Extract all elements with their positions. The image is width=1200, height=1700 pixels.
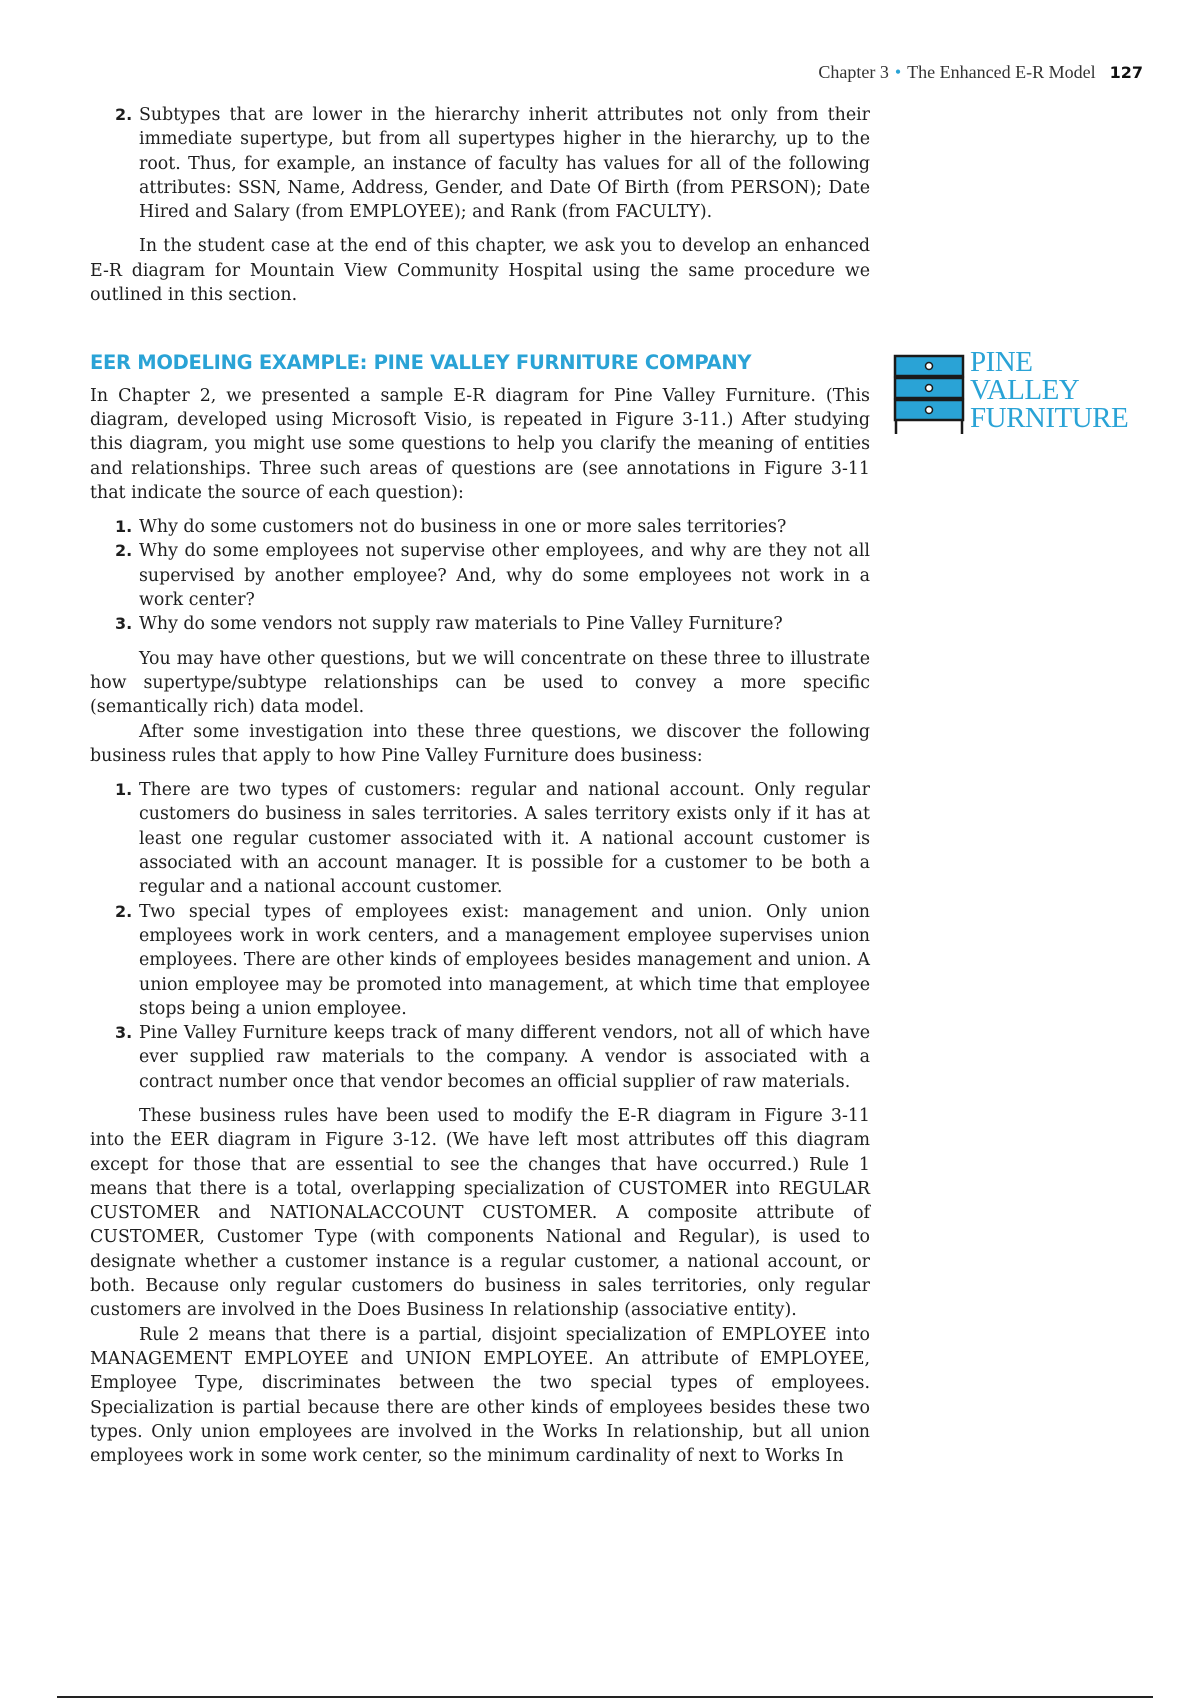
chapter-title: The Enhanced E-R Model <box>907 62 1096 82</box>
body-text <box>90 103 870 1468</box>
paragraph-rules-used: These business rules have been used to modify the E-R diagram in Figure 3-11 into the EER diagram in Figure 3-12. (We have left most attributes off this diagram except for those that are essential to see the changes that have occurred.) Rule 1 means that there is a total, overlapping specialization of CUSTOMER into REGULAR CUSTOMER and NATIONALACCOUNT CUSTOMER. A composite attribute of CUSTOMER, Customer Type (with components National and Regular), is used to designate whether a customer instance is a regular customer, a national account, or both. Because only regular customers do business in sales territories, only regular customers are involved in the Does Business In relationship (associative entity). <box>90 1105 870 1321</box>
section-heading: EER MODELING EXAMPLE: PINE VALLEY FURNITURE COMPANY <box>90 351 752 375</box>
logo-line-3: FURNITURE <box>970 402 1129 434</box>
list-item <box>90 612 870 636</box>
pine-valley-furniture-logo <box>893 346 1153 434</box>
paragraph-intro: In Chapter 2, we presented a sample E-R diagram for Pine Valley Furniture. (This diagram, developed using Microsoft Visio, is repeated in Figure 3-11.) After studying this diagram, you might use some questions to help you clarify the meaning of entities and relationships. Three such areas of questions are (see annotations in Figure 3-11 that indicate the source of each question): <box>90 385 870 503</box>
questions-list <box>90 515 870 636</box>
list-number: 2. <box>115 901 133 921</box>
list-item <box>90 778 870 899</box>
logo-wordmark <box>970 348 1128 432</box>
list-item <box>90 1021 870 1094</box>
dresser-icon <box>893 354 967 434</box>
list-item-text: There are two types of customers: regular and national account. Only regular customers do business in sales territories. A sales territory exists only if it has at least one regular customer associated with it. A national account customer is associated with an account manager. It is possible for a customer to be both a regular and a national account customer. <box>139 780 870 898</box>
list-item-text: Why do some vendors not supply raw materials to Pine Valley Furniture? <box>139 614 783 635</box>
logo-line-2: VALLEY <box>970 374 1080 406</box>
logo-line-1: PINE <box>970 346 1033 378</box>
list-number: 3. <box>115 614 133 634</box>
paragraph-student-case: In the student case at the end of this chapter, we ask you to develop an enhanced E-R diagram for Mountain View Community Hospital using the same procedure we outlined in this section. <box>90 236 870 306</box>
header-bullet: • <box>894 62 902 82</box>
chapter-label: Chapter 3 <box>818 62 889 82</box>
list-item <box>90 900 870 1021</box>
list-number: 3. <box>115 1023 133 1043</box>
paragraph-other-questions: You may have other questions, but we will concentrate on these three to illustrate how supertype/subtype relationships can be used to convey a more specific (semantically rich) data model. <box>90 648 870 718</box>
list-item-text: Pine Valley Furniture keeps track of many different vendors, not all of which have ever supplied raw materials to the company. A vendor is associated with a contract number once that vendor becomes an official supplier of raw materials. <box>139 1023 870 1092</box>
list-number: 2. <box>115 541 133 561</box>
running-header <box>818 62 1143 83</box>
footer-rule <box>57 1696 1153 1698</box>
paragraph-investigation: After some investigation into these three questions, we discover the following business rules that apply to how Pine Valley Furniture does business: <box>90 721 870 766</box>
list-item <box>90 539 870 612</box>
list-number: 1. <box>115 780 133 800</box>
list-item-text: Two special types of employees exist: management and union. Only union employees work in work centers, and a management employee supervises union employees. There are other kinds of employees besides management and union. A union employee may be promoted into management, at which time that employee stops being a union employee. <box>139 901 870 1019</box>
page-number: 127 <box>1109 63 1143 82</box>
list-number: 1. <box>115 517 133 537</box>
paragraph-rule-2: Rule 2 means that there is a partial, disjoint specialization of EMPLOYEE into MANAGEMENT EMPLOYEE and UNION EMPLOYEE. An attribute of EMPLOYEE, Employee Type, discriminates between the two special types of employees. Specialization is partial because there are other kinds of employees besides these two types. Only union employees are involved in the Works In relationship, but all union employees work in some work center, so the minimum cardinality of next to Works In <box>90 1324 870 1467</box>
list-item-text: Why do some employees not supervise other employees, and why are they not all supervised by another employee? And, why do some employees not work in a work center? <box>139 541 870 611</box>
list-item <box>90 103 870 224</box>
business-rules-list <box>90 778 870 1094</box>
list-item-text: Subtypes that are lower in the hierarchy inherit attributes not only from their immediate supertype, but from all supertypes higher in the hierarchy, up to the root. Thus, for example, an instance of faculty has values for all of the following attributes: SSN, Name, Address, Gender, and Date Of Birth (from PERSON); Date Hired and Salary (from EMPLOYEE); and Rank (from FACULTY). <box>139 105 870 223</box>
list-item-text: Why do some customers not do business in one or more sales territories? <box>139 517 787 538</box>
list-item <box>90 515 870 539</box>
inheritance-list <box>90 103 870 224</box>
list-number: 2. <box>115 105 133 124</box>
